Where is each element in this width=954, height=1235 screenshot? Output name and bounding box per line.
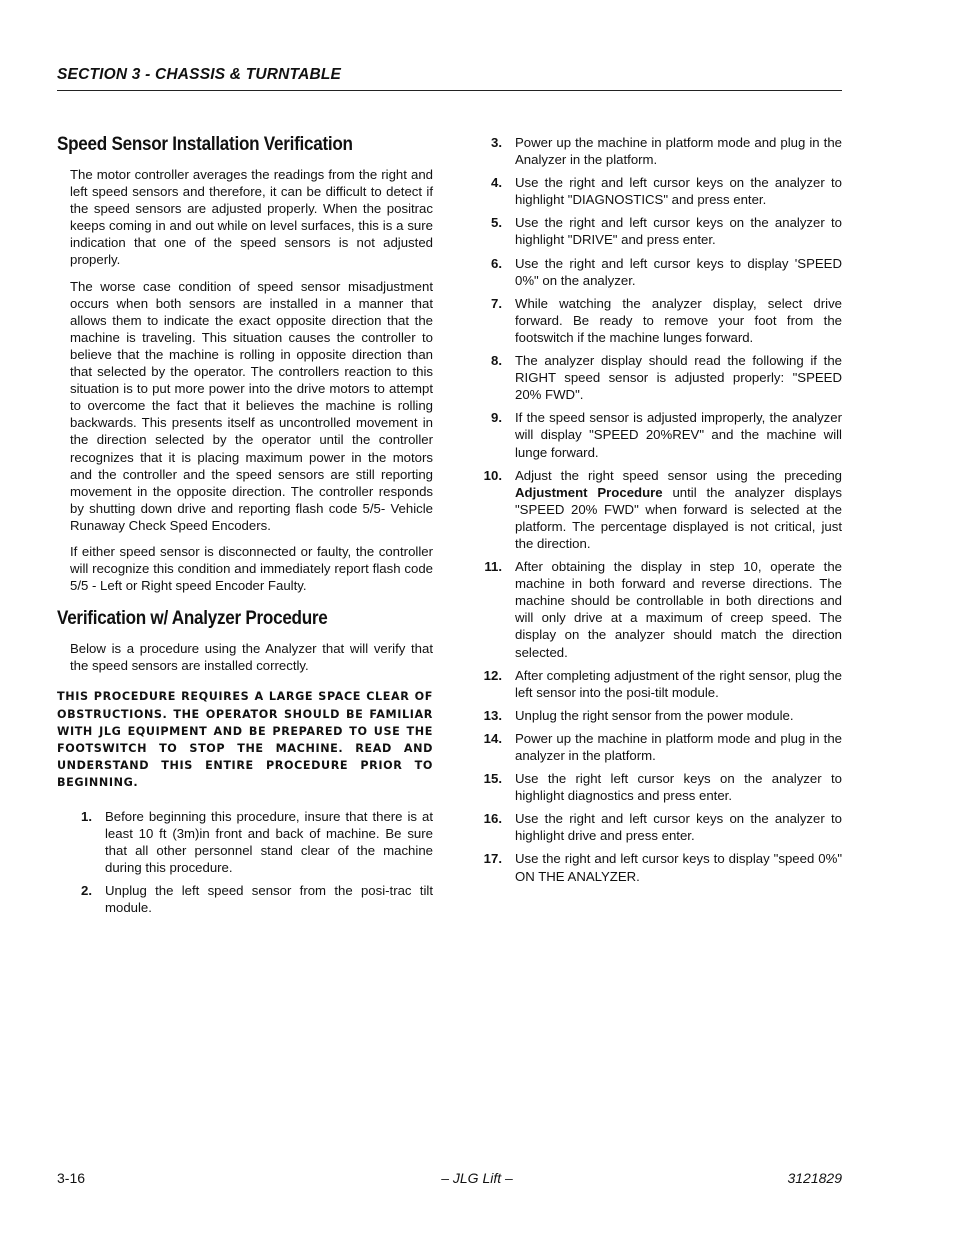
paragraph: Below is a procedure using the Analyzer that will verify that the speed sensors are installed correctly.	[70, 641, 433, 674]
step-text: Power up the machine in platform mode and plug in the Analyzer in the platform.	[515, 135, 842, 168]
procedure-step	[478, 295, 842, 346]
step-text: Use the right left cursor keys on the analyzer to highlight diagnostics and press enter.	[515, 771, 842, 804]
section-title: SECTION 3 - CHASSIS & TURNTABLE	[57, 66, 342, 83]
step-text	[515, 467, 842, 552]
heading-speed-sensor-verification: Speed Sensor Installation Verification	[57, 134, 353, 155]
left-column	[57, 134, 433, 922]
right-column	[478, 134, 842, 891]
procedure-step	[478, 850, 842, 884]
step-number: 13.	[483, 707, 502, 723]
procedure-step	[478, 810, 842, 844]
step-text: If the speed sensor is adjusted improperly, the analyzer will display "SPEED 20%REV" and the machine will lunge forward.	[515, 410, 842, 460]
step-text: Use the right and left cursor keys on the analyzer to highlight drive and press enter.	[515, 811, 842, 844]
step-number: 5.	[491, 215, 502, 231]
footer-title: – JLG Lift –	[441, 1170, 513, 1186]
procedure-step	[478, 214, 842, 248]
adjustment-procedure-ref: Adjustment Procedure	[515, 484, 663, 500]
step-number: 11.	[484, 559, 502, 575]
procedure-step	[57, 808, 433, 876]
procedure-step	[478, 409, 842, 460]
step-number: 7.	[491, 295, 502, 311]
procedure-step	[478, 770, 842, 804]
step-text: Power up the machine in platform mode and plug in the analyzer in the platform.	[515, 730, 842, 763]
step-number: 10.	[483, 467, 502, 483]
step-number: 14.	[483, 730, 502, 746]
step-number: 3.	[491, 135, 502, 150]
step-text: Before beginning this procedure, insure that there is at least 10 ft (3m)in front and back of machine. Be sure that all other personnel stand clear of the machine during this procedure.	[105, 808, 433, 875]
step-text: Unplug the right sensor from the power module.	[515, 707, 794, 723]
step-number: 17.	[483, 851, 502, 867]
paragraph: The worse case condition of speed sensor misadjustment occurs when both sensors are installed in a manner that allows them to indicate the exact opposite direction that the machine is traveling. This situation causes the controller to believe that the machine is rolling in opposite direction than that selected by the operator. The controllers reaction to this situation is to put more power into the drive motors to attempt to overcome the fact that it believes the machine is rolling backwards. This presents itself as uncontrolled movement in the direction selected by the operator until the controller recognizes that it is placing maximum power in the motors and the controller and the speed sensors are still reporting movement in the opposite direction. The controller responds by shutting down drive and reporting flash code 5/5- Vehicle Runaway Check Speed Encoders.	[70, 278, 433, 533]
section-header	[57, 66, 842, 91]
procedure-step	[478, 174, 842, 208]
procedure-step	[478, 730, 842, 764]
procedure-step	[478, 467, 842, 552]
step-number: 6.	[491, 255, 502, 271]
page-number: 3-16	[57, 1170, 86, 1186]
step-number: 4.	[491, 175, 502, 191]
step-text: Unplug the left speed sensor from the posi-trac tilt module.	[105, 883, 433, 916]
step-text: Use the right and left cursor keys to display 'SPEED 0%" on the analyzer.	[515, 255, 842, 288]
step-text-pre: Adjust the right speed sensor using the preceding	[515, 467, 842, 483]
step-text: The analyzer display should read the following if the RIGHT speed sensor is adjusted properly: "SPEED 20% FWD".	[515, 353, 842, 403]
procedure-step	[478, 352, 842, 403]
heading-analyzer-procedure: Verification w/ Analyzer Procedure	[57, 608, 328, 630]
procedure-step	[478, 558, 842, 661]
step-text: Use the right and left cursor keys on the analyzer to highlight "DRIVE" and press enter.	[515, 215, 842, 248]
step-number: 12.	[483, 667, 502, 683]
step-number: 1.	[81, 808, 92, 824]
step-text: Use the right and left cursor keys to display "speed 0%" ON THE ANALYZER.	[515, 851, 842, 884]
step-number: 15.	[483, 771, 502, 787]
step-text: Use the right and left cursor keys on the analyzer to highlight "DIAGNOSTICS" and press enter.	[515, 175, 842, 208]
warning-text: THIS PROCEDURE REQUIRES A LARGE SPACE CLEAR OF OBSTRUCTIONS. THE OPERATOR SHOULD BE FAMILIAR WITH JLG EQUIPMENT AND BE PREPARED TO USE THE FOOTSWITCH TO STOP THE MACHINE. READ AND UNDERSTAND THIS ENTIRE PROCEDURE PRIOR TO BEGINNING.	[57, 690, 433, 790]
step-number: 9.	[491, 410, 502, 426]
step-text: After completing adjustment of the right sensor, plug the left sensor into the posi-tilt module.	[515, 667, 842, 700]
paragraph: The motor controller averages the readings from the right and left speed sensors and therefore, it can be difficult to detect if the speed sensors are adjusted properly. When the positrac keeps coming in and out while on level surfaces, this is a sure indication that one of the speed sensors is not adjusted properly.	[70, 167, 433, 268]
paragraph: If either speed sensor is disconnected or faulty, the controller will recognize this condition and immediately report flash code 5/5 - Left or Right speed Encoder Faulty.	[70, 543, 433, 594]
step-number: 2.	[81, 883, 92, 899]
procedure-step	[478, 134, 842, 168]
procedure-step	[57, 882, 433, 916]
procedure-step	[478, 255, 842, 289]
step-number: 16.	[483, 811, 502, 827]
step-text: After obtaining the display in step 10, operate the machine in both forward and reverse directions. The machine should be controllable in both directions and will only drive at a maximum of creep speed. The display on the analyzer should match the direction selected.	[515, 559, 842, 660]
step-text-post: until the analyzer displays "SPEED 20% FWD" when forward is selected at the platform. The percentage displayed is not critical, just the direction.	[515, 484, 842, 551]
step-number: 8.	[491, 353, 502, 369]
procedure-step	[478, 667, 842, 701]
document-number: 3121829	[787, 1170, 842, 1186]
procedure-step	[478, 707, 842, 724]
step-text: While watching the analyzer display, select drive forward. Be ready to remove your foot from the footswitch if the machine lunges forward.	[515, 295, 842, 345]
